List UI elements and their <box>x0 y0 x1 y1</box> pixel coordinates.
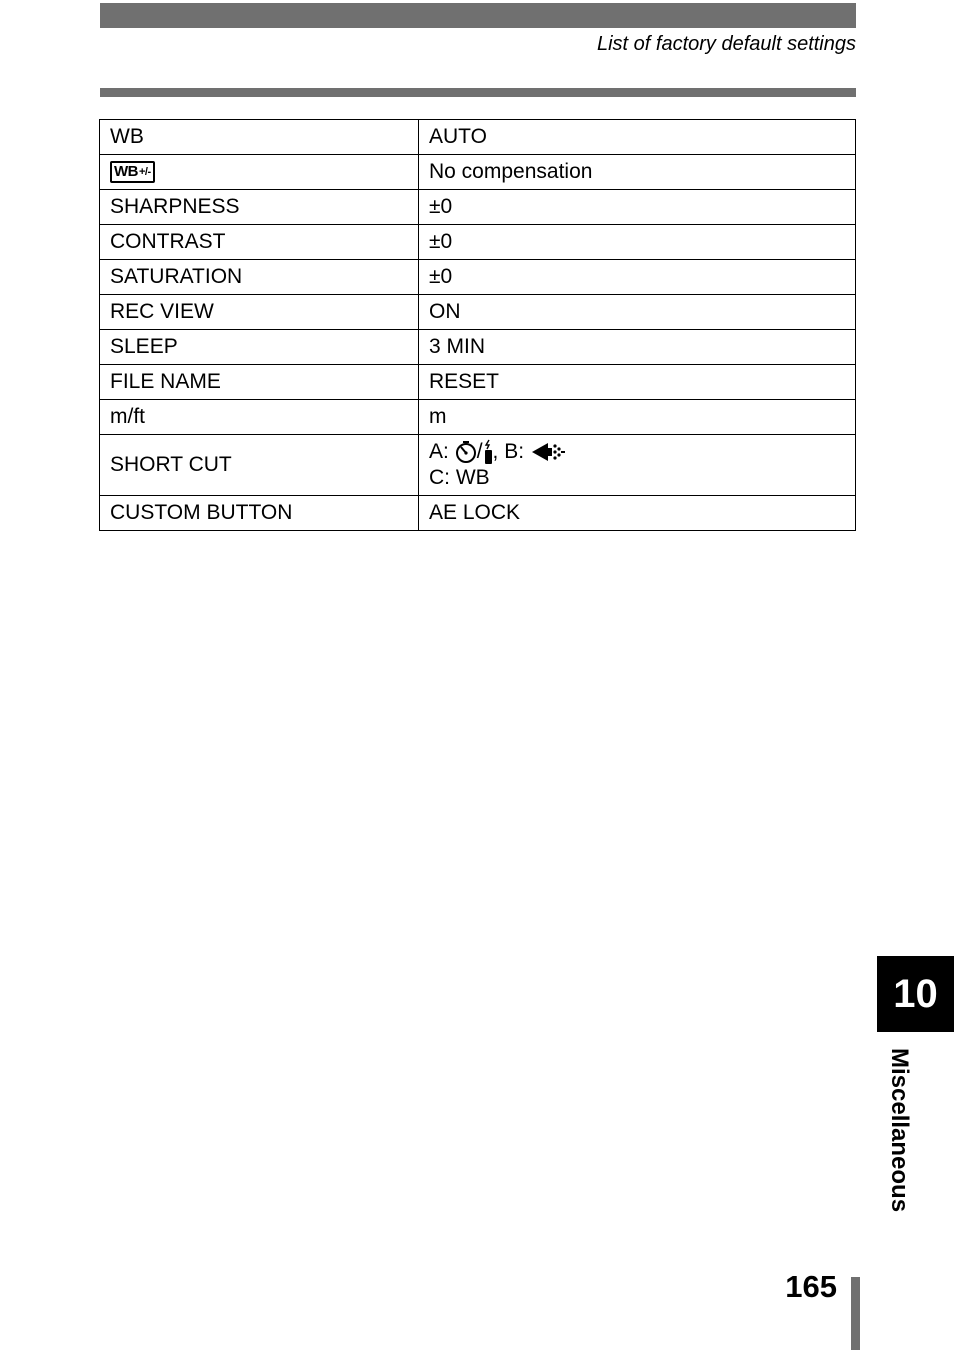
wb-compensation-icon: WB +/- <box>110 161 155 183</box>
table-row <box>100 155 856 190</box>
page-number: 165 <box>785 1269 837 1304</box>
setting-name: WB <box>100 120 419 155</box>
table-row <box>100 295 856 330</box>
page-number-bar <box>851 1277 860 1350</box>
shortcut-line-2: C: WB <box>429 466 490 490</box>
header-rule <box>100 88 856 97</box>
setting-name: m/ft <box>100 400 419 435</box>
shortcut-separator: / <box>476 439 483 463</box>
setting-name: SATURATION <box>100 260 419 295</box>
setting-name: CUSTOM BUTTON <box>100 496 419 531</box>
setting-name: REC VIEW <box>100 295 419 330</box>
setting-name <box>100 155 419 190</box>
chapter-tab: 10 <box>877 956 954 1032</box>
setting-name: FILE NAME <box>100 365 419 400</box>
chapter-label: Miscellaneous <box>886 1048 913 1213</box>
setting-value: No compensation <box>419 155 856 190</box>
shortcut-line-1 <box>429 439 845 465</box>
table-row <box>100 435 856 496</box>
setting-value: ±0 <box>419 260 856 295</box>
setting-value: AUTO <box>419 120 856 155</box>
setting-value: ON <box>419 295 856 330</box>
table-row <box>100 260 856 295</box>
setting-value: m <box>419 400 856 435</box>
setting-value <box>419 435 856 496</box>
setting-value: RESET <box>419 365 856 400</box>
table-row <box>100 120 856 155</box>
setting-value: ±0 <box>419 225 856 260</box>
setting-value: 3 MIN <box>419 330 856 365</box>
shortcut-b-prefix: , B: <box>492 439 530 463</box>
shortcut-a-prefix: A: <box>429 439 455 463</box>
table-row <box>100 225 856 260</box>
setting-name: SHORT CUT <box>100 435 419 496</box>
table-row <box>100 496 856 531</box>
setting-name: SHARPNESS <box>100 190 419 225</box>
image-quality-icon <box>530 441 566 463</box>
table-row <box>100 330 856 365</box>
setting-value: AE LOCK <box>419 496 856 531</box>
table-row <box>100 400 856 435</box>
setting-value: ±0 <box>419 190 856 225</box>
remote-control-icon <box>483 439 493 465</box>
top-header-bar <box>100 3 856 28</box>
running-header-title: List of factory default settings <box>596 33 856 55</box>
table-row <box>100 190 856 225</box>
setting-name: SLEEP <box>100 330 419 365</box>
self-timer-icon <box>455 440 477 464</box>
table-row <box>100 365 856 400</box>
setting-name: CONTRAST <box>100 225 419 260</box>
factory-settings-table <box>99 119 856 531</box>
